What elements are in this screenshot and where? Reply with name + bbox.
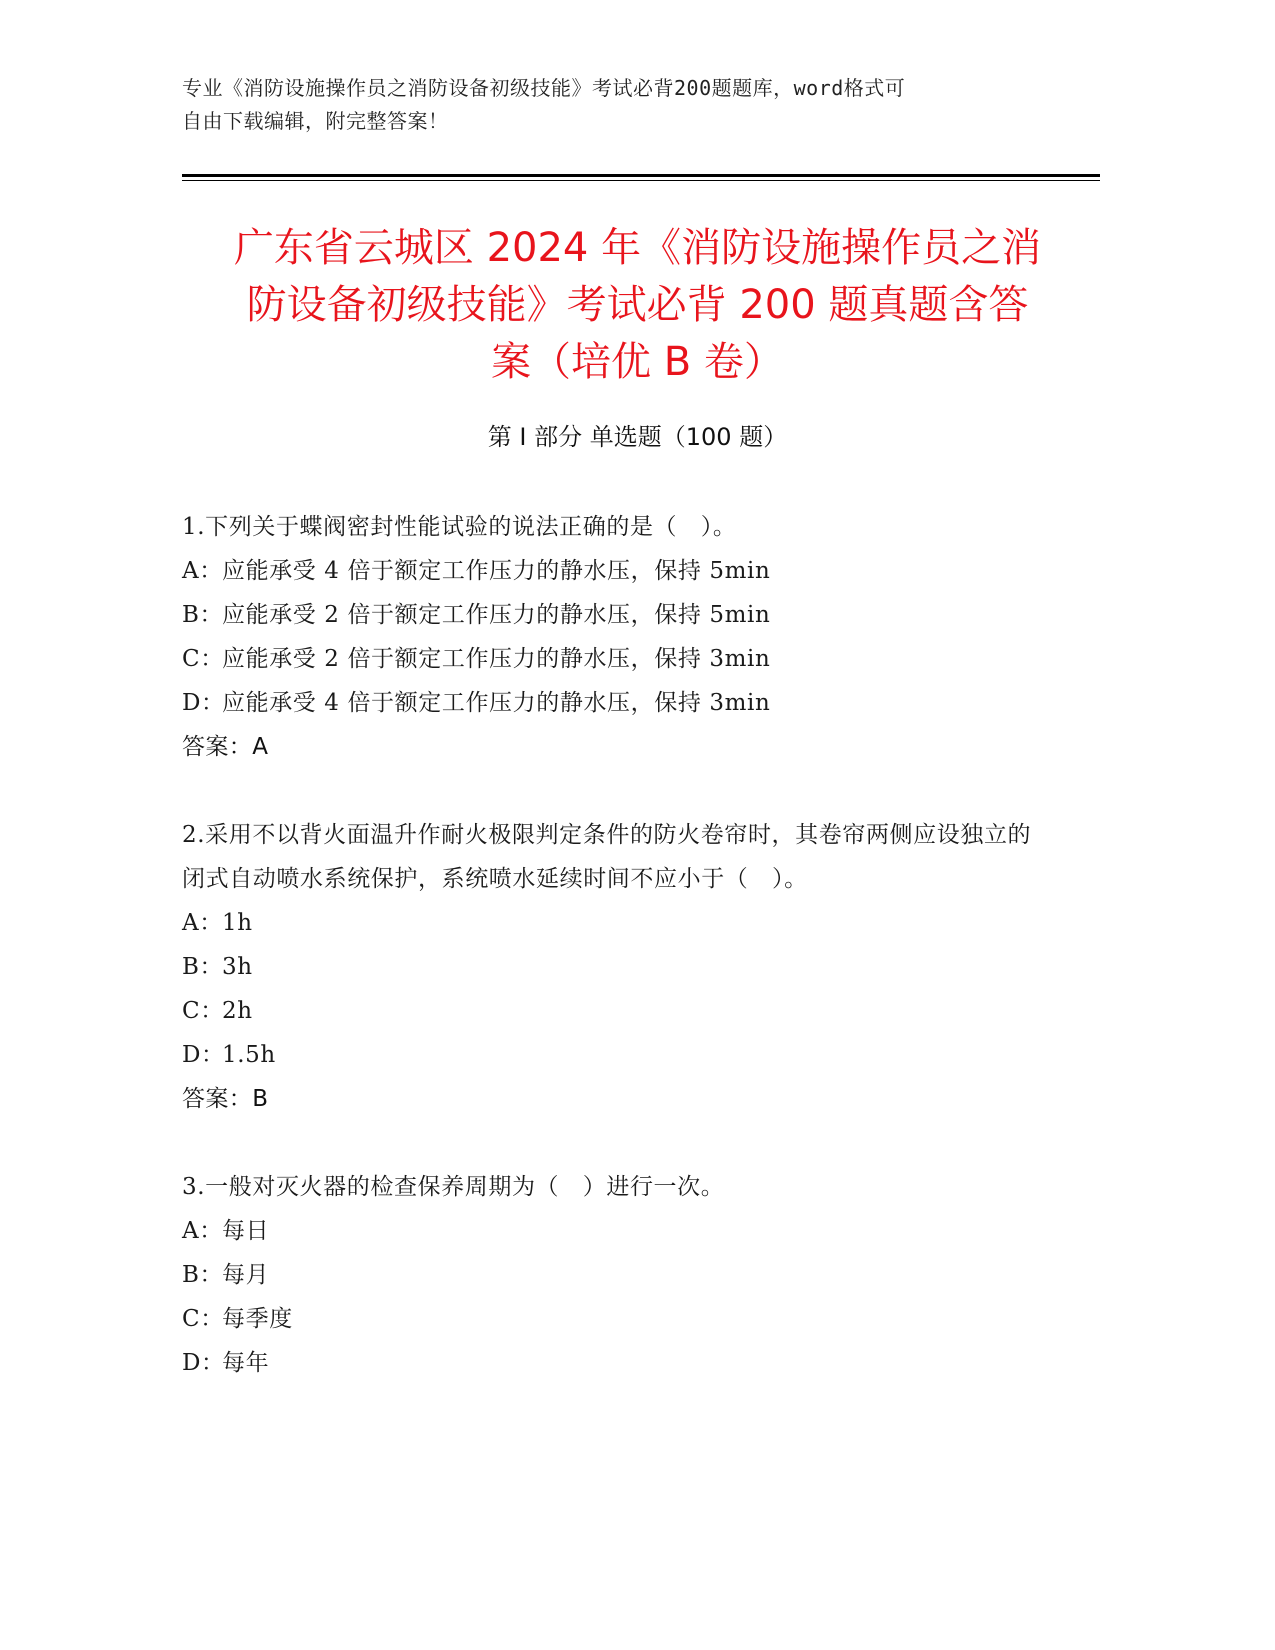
option-text: 1h (222, 910, 253, 936)
option-b (182, 1253, 1082, 1297)
question-list (182, 505, 1082, 1385)
header-rule-thick (182, 174, 1100, 177)
question-stem: 3.一般对灭火器的检查保养周期为（ ）进行一次。 (182, 1174, 725, 1200)
option-text: 每月 (222, 1262, 270, 1288)
header-note (182, 72, 1062, 138)
option-c (182, 989, 1082, 1033)
option-text: 每年 (222, 1350, 270, 1376)
option-text: 应能承受 4 倍于额定工作压力的静水压，保持 5min (222, 558, 771, 584)
header-note-line-1: 专业《消防设施操作员之消防设备初级技能》考试必背200题题库，word格式可 (182, 76, 906, 100)
option-key: D： (182, 690, 225, 716)
option-b (182, 945, 1082, 989)
option-text: 每季度 (222, 1306, 293, 1332)
question-3 (182, 1165, 1082, 1385)
option-key: C： (182, 646, 224, 672)
document-title-line-1: 广东省云城区 2024 年《消防设施操作员之消 (233, 225, 1042, 271)
option-key: B： (182, 954, 224, 980)
option-text: 应能承受 4 倍于额定工作压力的静水压，保持 3min (222, 690, 771, 716)
header-rule-thin (182, 180, 1100, 181)
option-d (182, 681, 1082, 725)
option-key: B： (182, 1262, 224, 1288)
answer-line: 答案：A (182, 734, 269, 760)
option-text: 1.5h (222, 1042, 276, 1068)
section-title: 第 I 部分 单选题（100 题） (487, 423, 788, 451)
option-d (182, 1341, 1082, 1385)
question-stem: 1.下列关于蝶阀密封性能试验的说法正确的是（ ）。 (182, 514, 737, 540)
option-text: 应能承受 2 倍于额定工作压力的静水压，保持 5min (222, 602, 771, 628)
option-a (182, 549, 1082, 593)
option-key: D： (182, 1350, 225, 1376)
option-a (182, 1209, 1082, 1253)
document-title (170, 220, 1105, 391)
question-spacer (182, 769, 1082, 813)
option-key: A： (182, 1218, 223, 1244)
option-d (182, 1033, 1082, 1077)
question-2 (182, 813, 1082, 1121)
option-key: B： (182, 602, 224, 628)
option-text: 3h (222, 954, 253, 980)
option-key: C： (182, 1306, 224, 1332)
question-spacer (182, 1121, 1082, 1165)
question-stem: 2.采用不以背火面温升作耐火极限判定条件的防火卷帘时，其卷帘两侧应设独立的闭式自动喷水系统保护，系统喷水延续时间不应小于（ ）。 (182, 822, 1032, 892)
header-note-line-2: 自由下载编辑，附完整答案！ (182, 109, 449, 133)
document-title-line-3: 案（培优 B 卷） (491, 339, 784, 385)
document-title-line-2: 防设备初级技能》考试必背 200 题真题含答 (246, 282, 1029, 328)
option-a (182, 901, 1082, 945)
option-text: 应能承受 2 倍于额定工作压力的静水压，保持 3min (222, 646, 771, 672)
option-key: C： (182, 998, 224, 1024)
option-text: 2h (222, 998, 253, 1024)
answer-line: 答案：B (182, 1086, 269, 1112)
option-c (182, 637, 1082, 681)
question-1 (182, 505, 1082, 769)
option-key: D： (182, 1042, 225, 1068)
option-text: 每日 (222, 1218, 270, 1244)
option-b (182, 593, 1082, 637)
option-key: A： (182, 910, 223, 936)
option-key: A： (182, 558, 223, 584)
option-c (182, 1297, 1082, 1341)
